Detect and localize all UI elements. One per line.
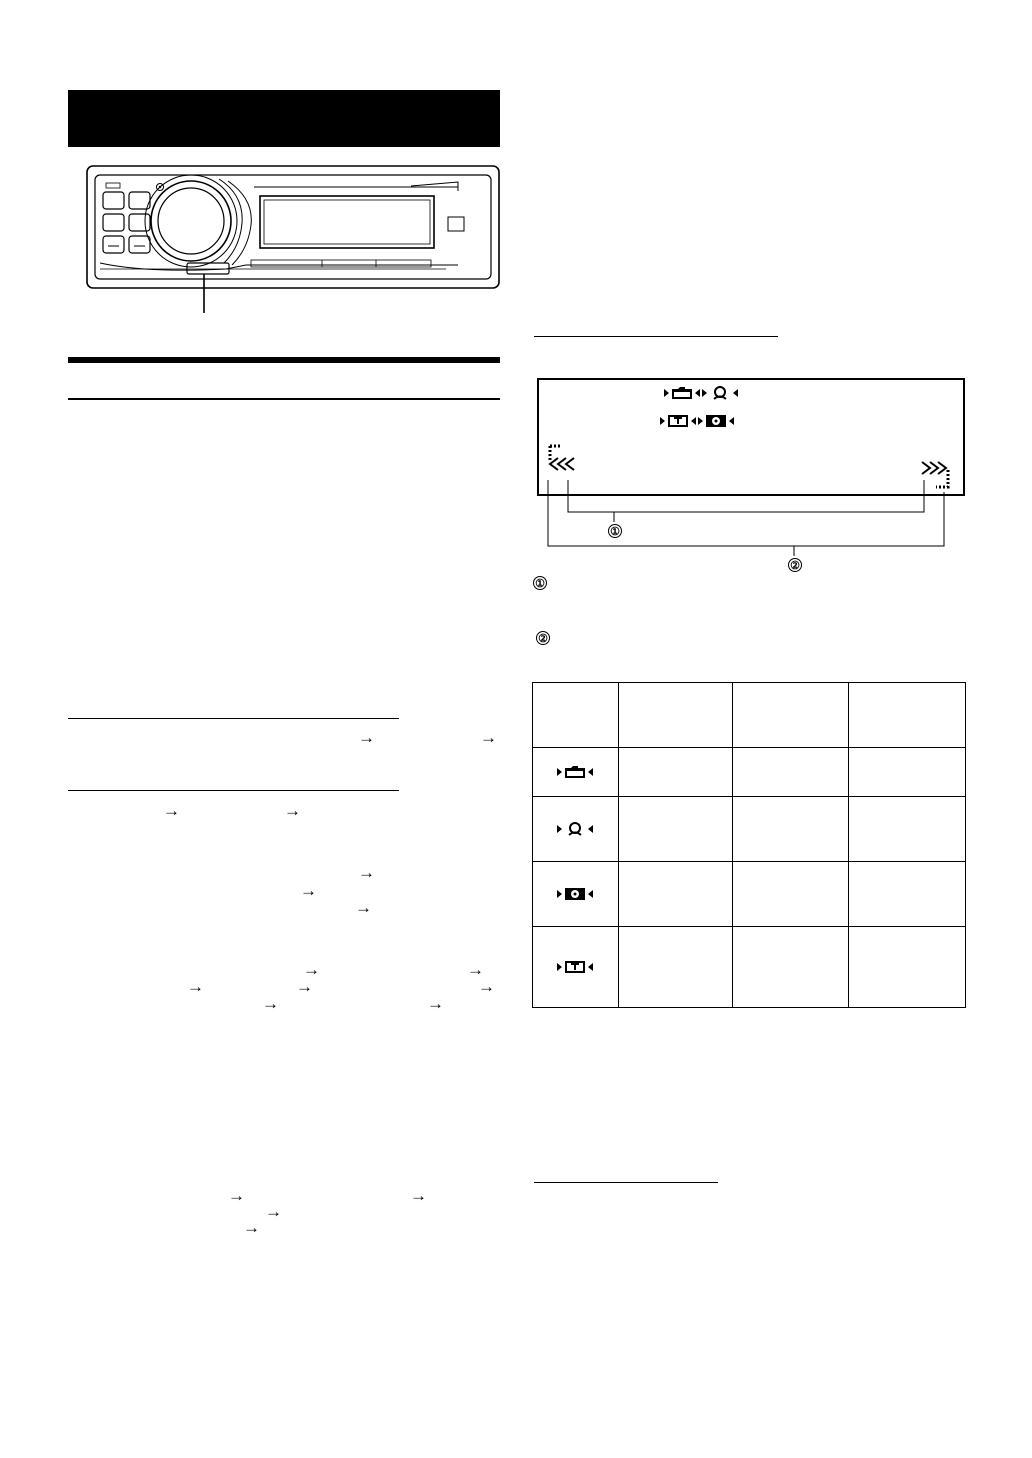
table-cell: [849, 927, 966, 1008]
artist-icon: [564, 822, 586, 836]
right-triangle-icon: [557, 890, 562, 898]
sequence-arrow: →: [284, 801, 301, 820]
sequence-arrow: →: [358, 863, 375, 882]
table-row: [533, 862, 966, 927]
right-triangle-icon: [557, 963, 562, 971]
right-triangle-icon: [557, 768, 562, 776]
sequence-arrow: →: [478, 977, 495, 996]
table-row: [533, 797, 966, 862]
table-cell: [618, 862, 732, 927]
table-cell: [618, 927, 732, 1008]
table-cell: [618, 748, 732, 797]
sequence-arrow: →: [410, 1186, 427, 1205]
title-icon: [667, 414, 689, 428]
display-illustration: [537, 378, 965, 496]
sequence-arrow: →: [163, 801, 180, 820]
table-cell: [732, 862, 849, 927]
table-header-cell: [849, 683, 966, 748]
artist-icon: [709, 386, 731, 400]
table-cell: [533, 927, 619, 1008]
left-triangle-icon: [588, 768, 593, 776]
table-cell: [732, 797, 849, 862]
callout-brackets: [540, 480, 960, 570]
subsection-rule: [534, 1182, 718, 1183]
sequence-arrow: →: [355, 898, 372, 917]
right-triangle-icon: [698, 417, 703, 425]
table-header-cell: [732, 683, 849, 748]
table-row: [533, 927, 966, 1008]
right-triangle-icon: [702, 389, 707, 397]
sequence-arrow: →: [265, 1202, 282, 1221]
table-cell: [849, 797, 966, 862]
left-triangle-icon: [733, 389, 738, 397]
album-icon: [705, 414, 727, 428]
table-cell: [732, 748, 849, 797]
table-header-cell: [533, 683, 619, 748]
left-triangle-icon: [588, 825, 593, 833]
left-triangle-icon: [588, 890, 593, 898]
left-triangle-icon: [588, 963, 593, 971]
left-triangle-icon: [729, 417, 734, 425]
section-divider: [68, 357, 500, 363]
table-cell: [849, 748, 966, 797]
table-cell: [533, 862, 619, 927]
sequence-arrow: →: [480, 728, 497, 747]
display-row-title-album: [660, 414, 734, 428]
sequence-arrow: →: [303, 960, 320, 979]
folder-icon: [671, 386, 693, 400]
table-header-row: [533, 683, 966, 748]
sequence-arrow: →: [262, 994, 279, 1013]
table-cell: [849, 862, 966, 927]
legend-marker-2: ②: [536, 631, 550, 645]
album-icon: [564, 887, 586, 901]
sequence-arrow: →: [427, 994, 444, 1013]
sequence-arrow: →: [358, 728, 375, 747]
head-unit-illustration: [86, 165, 500, 315]
right-triangle-icon: [660, 417, 665, 425]
section-title-bar: [68, 90, 500, 147]
sequence-arrow: →: [300, 881, 317, 900]
sequence-arrow: →: [243, 1218, 260, 1237]
callout-1: ①: [608, 524, 622, 538]
table-header-cell: [618, 683, 732, 748]
right-triangle-icon: [557, 825, 562, 833]
callout-2: ②: [788, 558, 802, 572]
sequence-arrow: →: [467, 960, 484, 979]
left-triangle-icon: [695, 389, 700, 397]
table-cell: [618, 797, 732, 862]
subsection-rule: [534, 336, 778, 337]
display-row-folder-artist: [664, 386, 738, 400]
legend-marker-1: ①: [533, 576, 547, 590]
folder-icon: [564, 765, 586, 779]
title-icon: [564, 960, 586, 974]
sequence-arrow: →: [296, 977, 313, 996]
subsection-rule: [68, 718, 399, 719]
right-triangle-icon: [664, 389, 669, 397]
icon-table: [532, 682, 966, 1008]
subsection-rule: [68, 398, 500, 400]
table-cell: [533, 797, 619, 862]
subsection-rule: [68, 790, 399, 791]
table-cell: [533, 748, 619, 797]
sequence-arrow: →: [187, 977, 204, 996]
sequence-arrow: →: [228, 1186, 245, 1205]
table-row: [533, 748, 966, 797]
table-cell: [732, 927, 849, 1008]
left-triangle-icon: [691, 417, 696, 425]
